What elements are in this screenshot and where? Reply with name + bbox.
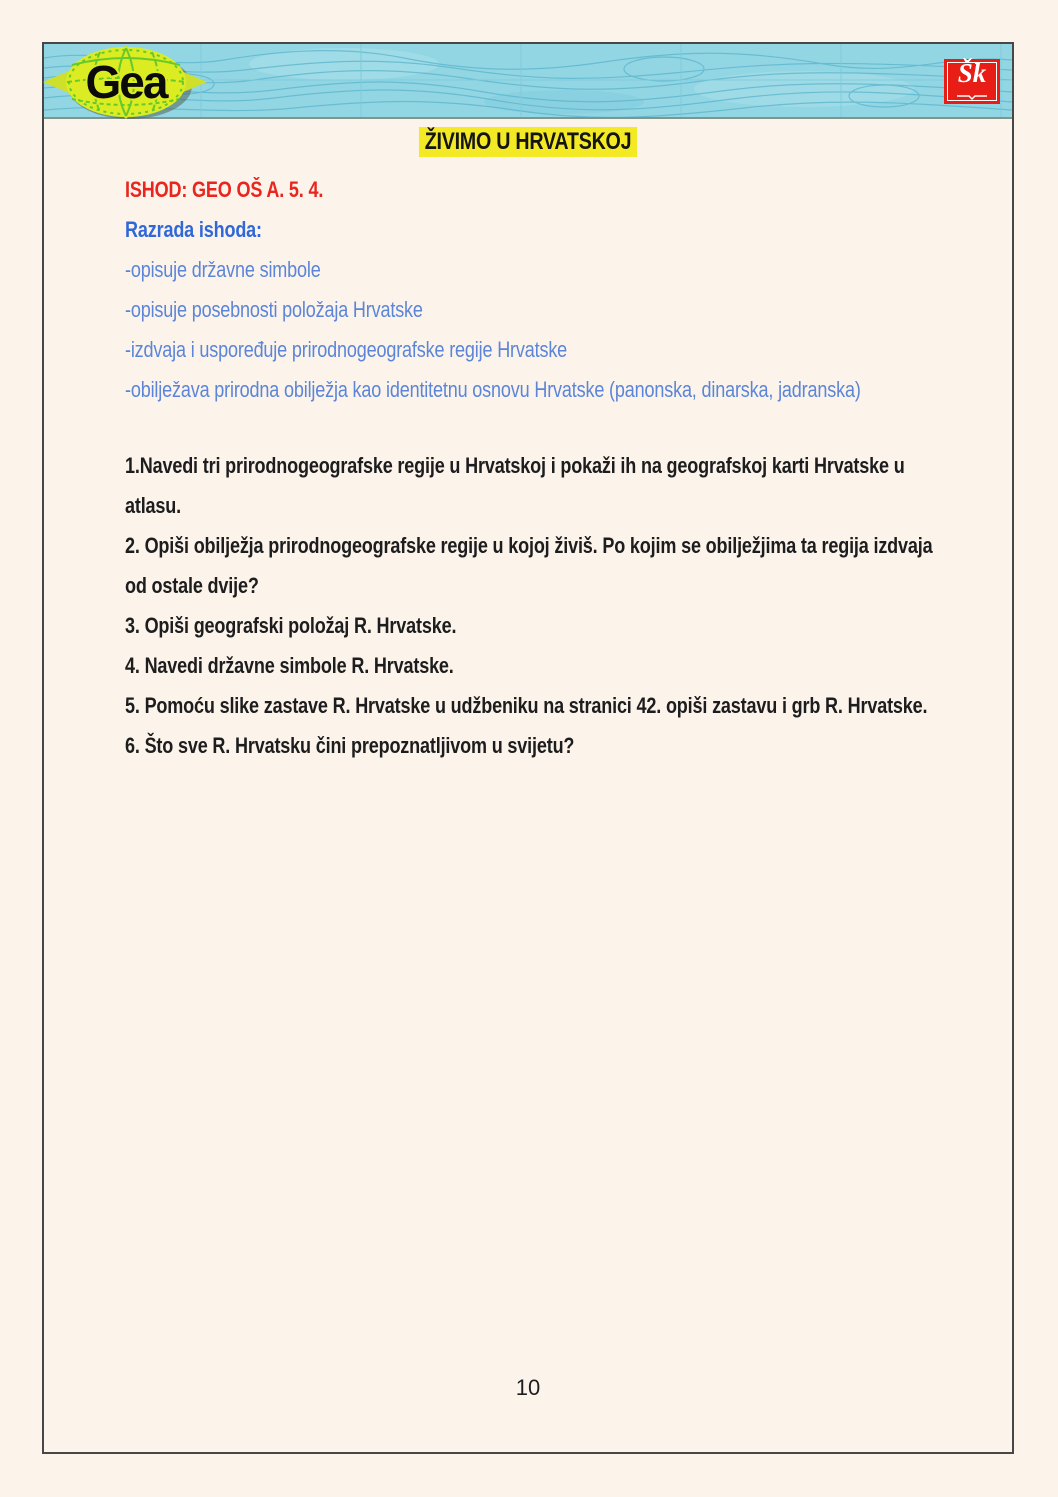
- page-title-row: [198, 127, 859, 157]
- page-number: 10: [515, 1375, 541, 1400]
- question: 5. Pomoću slike zastave R. Hrvatske u udžbeniku na stranici 42. opiši zastavu i grb R. Hrvatske.: [125, 693, 928, 718]
- publisher-logo-text: Šk: [957, 58, 987, 88]
- outcome-item: -obilježava prirodna obilježja kao identitetnu osnovu Hrvatske (panonska, dinarska, jadranska): [125, 377, 861, 402]
- question-list: [125, 446, 933, 766]
- question: 2. Opiši obilježja prirodnogeografske regije u kojoj živiš. Po kojim se obilježjima ta regija izdvaja od ostale dvije?: [125, 533, 933, 598]
- gea-logo-text: Gea: [85, 56, 167, 108]
- gea-logo: [42, 45, 208, 119]
- outcome-item: -izdvaja i uspoređuje prirodnogeografske regije Hrvatske: [125, 337, 568, 362]
- content-area: [44, 127, 1012, 766]
- header-banner: [44, 44, 1012, 119]
- page-title: ŽIVIMO U HRVATSKOJ: [419, 127, 637, 157]
- text-column: [125, 170, 933, 766]
- document-page: [42, 42, 1014, 1454]
- outcome-item: -opisuje državne simbole: [125, 257, 321, 282]
- outcome-item-list: [125, 250, 933, 410]
- question: 4. Navedi državne simbole R. Hrvatske.: [125, 653, 454, 678]
- publisher-logo: [944, 59, 1000, 104]
- outcome-item: -opisuje posebnosti položaja Hrvatske: [125, 297, 423, 322]
- question: 3. Opiši geografski položaj R. Hrvatske.: [125, 613, 457, 638]
- outcome-heading: ISHOD: GEO OŠ A. 5. 4.: [125, 177, 324, 202]
- question: 6. Što sve R. Hrvatsku čini prepoznatljivom u svijetu?: [125, 733, 575, 758]
- open-book-icon: [956, 93, 988, 101]
- outcome-subheading: Razrada ishoda:: [125, 217, 262, 242]
- question: 1.Navedi tri prirodnogeografske regije u Hrvatskoj i pokaži ih na geografskoj karti Hrvatske u atlasu.: [125, 453, 905, 518]
